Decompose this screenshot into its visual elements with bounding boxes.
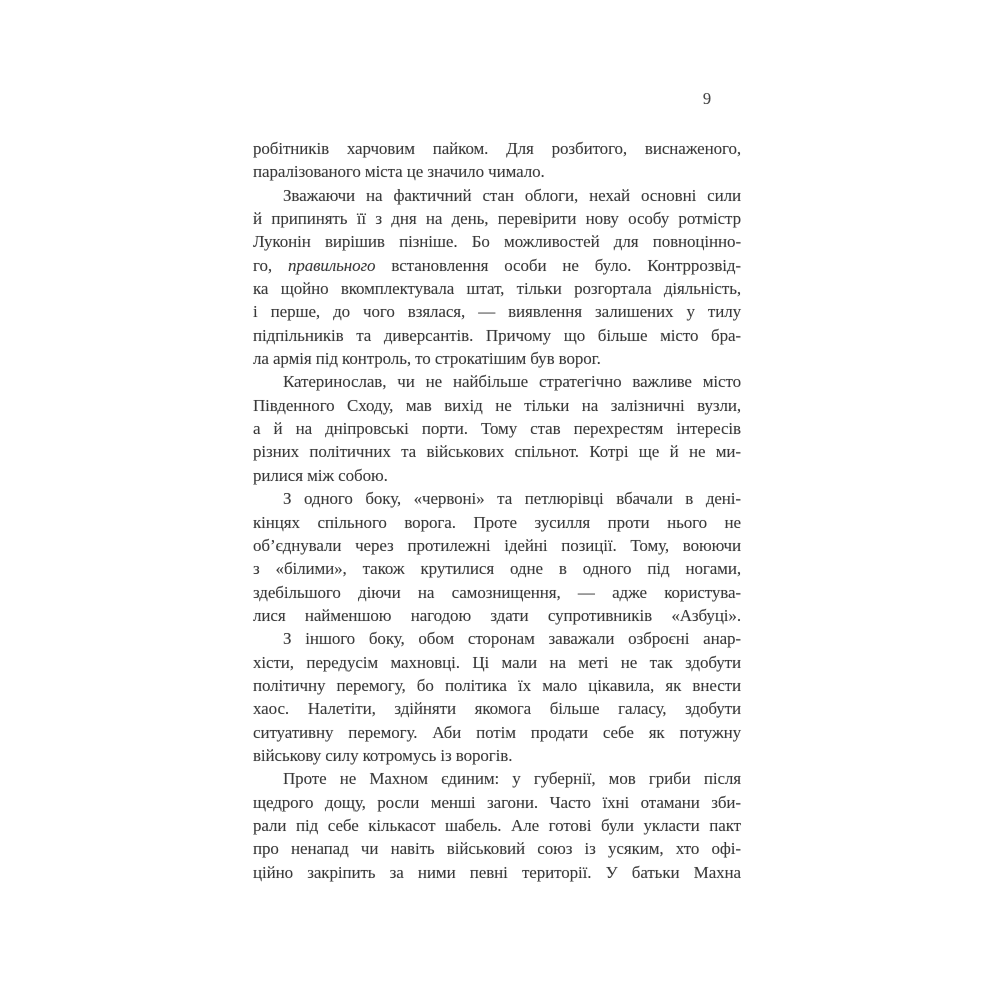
text-segment: З іншого боку, обом сторонам заважали озброєні анар- [283, 629, 741, 649]
text-line [253, 814, 741, 837]
text-segment: паралізованого міста це значило чимало. [253, 162, 545, 182]
text-line [253, 370, 741, 393]
text-line [253, 487, 741, 510]
italic-word: правильного [287, 255, 376, 275]
text-block [253, 137, 741, 884]
text-segment: про ненапад чи навіть військовий союз із усяким, хто офі- [253, 839, 741, 859]
text-segment: Проте не Махном єдиним: у губернії, мов гриби після [283, 769, 741, 789]
text-line [253, 254, 741, 277]
text-line [253, 837, 741, 860]
paragraph [253, 627, 741, 767]
text-line [253, 674, 741, 697]
text-segment: Луконін вирішив пізніше. Бо можливостей для повноцінно- [253, 232, 741, 252]
text-segment: рали під себе кількасот шабель. Але готові були укласти пакт [253, 815, 741, 835]
text-segment: ла армія під контроль, то строкатішим був ворог. [253, 349, 601, 369]
text-line [253, 697, 741, 720]
text-segment: ситуативну перемогу. Аби потім продати себе як потужну [253, 722, 741, 742]
text-segment: Південного Сходу, мав вихід не тільки на залізничні вузли, [253, 395, 741, 415]
paragraph [253, 137, 741, 184]
text-line [253, 230, 741, 253]
text-line [253, 324, 741, 347]
text-segment: а й на дніпровські порти. Тому став перехрестям інтересів [253, 419, 741, 439]
text-segment: го, [253, 255, 288, 275]
text-line [253, 581, 741, 604]
text-line [253, 511, 741, 534]
text-line [253, 417, 741, 440]
text-segment: ка щойно вкомплектувала штат, тільки розгортала діяльність, [253, 279, 741, 299]
paragraph [253, 370, 741, 487]
page-number: 9 [702, 89, 712, 108]
text-segment: військову силу котромусь із ворогів. [253, 745, 513, 765]
text-line [253, 184, 741, 207]
text-line [253, 394, 741, 417]
text-line [253, 627, 741, 650]
text-segment: щедрого дощу, росли менші загони. Часто їхні отамани зби- [253, 792, 741, 812]
text-segment: Катеринослав, чи не найбільше стратегічно важливе місто [283, 372, 741, 392]
text-line [253, 347, 741, 370]
text-segment: й припинять її з дня на день, перевірити нову особу ротмістр [253, 209, 741, 229]
text-segment: і перше, до чого взялася, — виявлення залишених у тилу [253, 302, 741, 322]
text-line [253, 300, 741, 323]
text-segment: здебільшого діючи на самознищення, — адже користува- [253, 582, 741, 602]
text-segment: робітників харчовим пайком. Для розбитого, виснаженого, [253, 139, 741, 158]
paragraph [253, 767, 741, 884]
text-segment: хісти, передусім махновці. Ці мали на меті не так здобути [253, 652, 741, 672]
text-line [253, 207, 741, 230]
text-segment: різних політичних та військових спільнот. Котрі ще й не ми- [253, 442, 741, 462]
text-line [253, 651, 741, 674]
text-segment: з «білими», також крутилися одне в одного під ногами, [253, 559, 741, 579]
paragraph [253, 184, 741, 371]
text-segment: підпільників та диверсантів. Причому що більше місто бра- [253, 325, 741, 345]
text-line [253, 440, 741, 463]
text-line [253, 861, 741, 884]
text-segment: хаос. Налетіти, здійняти якомога більше галасу, здобути [253, 699, 741, 719]
text-segment: ційно закріпить за ними певні території. У батьки Махна [253, 862, 741, 882]
text-line [253, 534, 741, 557]
text-segment: об’єднували через протилежні ідейні позиції. Тому, воюючи [253, 535, 741, 555]
text-line [253, 767, 741, 790]
text-line [253, 277, 741, 300]
text-segment: рилися між собою. [253, 465, 388, 485]
text-line [253, 160, 741, 183]
text-segment: встановлення особи не було. Контррозвід- [375, 255, 741, 275]
text-segment: кінцях спільного ворога. Проте зусилля проти нього не [253, 512, 741, 532]
text-line [253, 557, 741, 580]
text-line [253, 604, 741, 627]
text-segment: З одного боку, «червоні» та петлюрівці вбачали в дені- [283, 489, 741, 509]
text-line [253, 721, 741, 744]
text-line [253, 744, 741, 767]
text-line [253, 137, 741, 160]
text-line [253, 791, 741, 814]
text-segment: лися найменшою нагодою здати супротивників «Азбуці». [253, 605, 741, 625]
text-line [253, 464, 741, 487]
text-segment: політичну перемогу, бо політика їх мало цікавила, як внести [253, 675, 741, 695]
paragraph [253, 487, 741, 627]
text-segment: Зважаючи на фактичний стан облоги, нехай основні сили [283, 185, 741, 205]
